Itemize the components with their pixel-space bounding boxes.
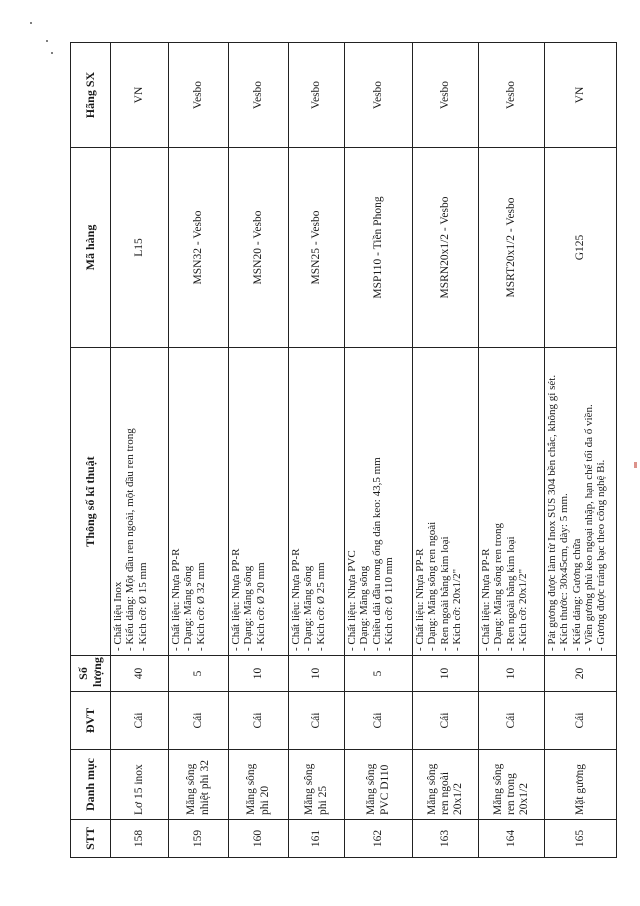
- cell-so-luong: 5: [345, 656, 413, 692]
- cell-thong-so: [229, 348, 289, 656]
- spec-line: - Chất liệu Inox: [112, 581, 124, 651]
- table-row: [413, 43, 479, 858]
- cell-hang-sx: Vesbo: [345, 43, 413, 148]
- cell-hang-sx: VN: [111, 43, 169, 148]
- spec-line: - Kích cỡ: 20x1/2": [450, 568, 463, 651]
- spec-line: - Dạng: Măng sông: [182, 565, 195, 651]
- cell-ma-hang: L15: [111, 148, 169, 348]
- cell-so-luong: 10: [413, 656, 479, 692]
- spec-line: - Chất liệu: Nhựa PP-R: [170, 548, 182, 651]
- spec-line: - Kích cỡ: Ø 110 mm: [382, 557, 395, 651]
- cell-hang-sx: Vesbo: [479, 43, 545, 148]
- header-thong-so: Thông số kĩ thuật: [71, 348, 111, 656]
- cell-dvt: Cái: [111, 692, 169, 750]
- cell-so-luong: 10: [229, 656, 289, 692]
- scan-speck: [30, 22, 32, 24]
- cell-ma-hang: MSN32 - Vesbo: [169, 148, 229, 348]
- cell-dvt: Cái: [169, 692, 229, 750]
- cell-danh-muc: Mặt gương: [545, 750, 617, 820]
- spec-line: - Kích cỡ: Ø 32 mm: [194, 562, 207, 651]
- cell-so-luong: 5: [169, 656, 229, 692]
- table-row: [545, 43, 617, 858]
- cell-stt: 164: [479, 820, 545, 858]
- table-row: [111, 43, 169, 858]
- cell-hang-sx: Vesbo: [169, 43, 229, 148]
- header-ma-hang: Mã hàng: [71, 148, 111, 348]
- header-dvt: ĐVT: [71, 692, 111, 750]
- cell-danh-muc: Măng sông phi 20: [229, 750, 289, 820]
- spec-line: - Gương được tráng bạc theo công nghệ Bỉ.: [595, 459, 608, 651]
- spec-line: - Chất liệu: Nhựa PP-R: [414, 548, 426, 651]
- spec-line: - Chất liệu: Nhựa PP-R: [290, 548, 302, 651]
- cell-danh-muc: Măng sông nhiệt phi 32: [169, 750, 229, 820]
- cell-hang-sx: VN: [545, 43, 617, 148]
- cell-hang-sx: Vesbo: [229, 43, 289, 148]
- cell-thong-so: [111, 348, 169, 656]
- spec-line: - Dạng: Măng sông ren trong: [492, 522, 505, 651]
- header-so-luong: Số lượng: [71, 656, 111, 692]
- spec-line: - Kích cỡ: Ø 15 mm: [136, 562, 149, 651]
- cell-stt: 160: [229, 820, 289, 858]
- cell-dvt: Cái: [229, 692, 289, 750]
- cell-stt: 159: [169, 820, 229, 858]
- cell-stt: 161: [289, 820, 345, 858]
- cell-danh-muc: Măng sông ren trong 20x1/2: [479, 750, 545, 820]
- cell-danh-muc: Măng sông phi 25: [289, 750, 345, 820]
- cell-dvt: Cái: [413, 692, 479, 750]
- table-header-row: [71, 43, 111, 858]
- cell-stt: 158: [111, 820, 169, 858]
- cell-ma-hang: MSRN20x1/2 - Vesbo: [413, 148, 479, 348]
- scan-speck: [46, 40, 48, 42]
- cell-stt: 163: [413, 820, 479, 858]
- spec-line: - Dạng: Măng sông: [242, 565, 255, 651]
- rotated-page-container: [70, 43, 616, 858]
- table-row: [289, 43, 345, 858]
- cell-thong-so: [345, 348, 413, 656]
- spec-line: - Ren ngoài bằng kim loại: [504, 536, 517, 651]
- scan-speck: [51, 52, 53, 54]
- cell-danh-muc: Măng sông ren ngoài 20x1/2: [413, 750, 479, 820]
- spec-line: - Chất liệu: Nhựa PP-R: [230, 548, 242, 651]
- cell-so-luong: 40: [111, 656, 169, 692]
- header-danh-muc: Danh mục: [71, 750, 111, 820]
- spec-line: - Kiểu dáng: Gương chữa: [570, 538, 583, 651]
- cell-dvt: Cái: [479, 692, 545, 750]
- header-hang-sx: Hãng SX: [71, 43, 111, 148]
- cell-thong-so: [413, 348, 479, 656]
- spec-line: - Kích cỡ: 20x1/2": [516, 568, 529, 651]
- spec-line: - Kích thước: 30x45cm, dày: 5 mm.: [558, 493, 571, 651]
- spec-line: - Chất liệu: Nhựa PVC: [346, 550, 358, 651]
- spec-line: - Kích cỡ: Ø 25 mm: [314, 562, 327, 651]
- cell-so-luong: 10: [289, 656, 345, 692]
- cell-thong-so: [545, 348, 617, 656]
- cell-hang-sx: Vesbo: [413, 43, 479, 148]
- cell-danh-muc: Măng sông PVC D110: [345, 750, 413, 820]
- cell-dvt: Cái: [345, 692, 413, 750]
- cell-ma-hang: MSP110 - Tiền Phong: [345, 148, 413, 348]
- spec-line: - Chiều dài đầu nong ống dán keo: 43,5 mm: [370, 457, 383, 651]
- spec-line: - Kiểu dáng: Một đầu ren ngoài, một đầu ren trong: [124, 428, 137, 651]
- spec-line: - Viền gương phủ keo ngoại nhập, hạn chế tối đa ố viền.: [582, 404, 595, 651]
- spec-line: - Dạng: Măng sông: [302, 565, 315, 651]
- spec-line: - Pát gương được làm từ Inox SUS 304 bền chắc, không gỉ sét.: [546, 374, 558, 651]
- cell-hang-sx: Vesbo: [289, 43, 345, 148]
- cell-thong-so: [479, 348, 545, 656]
- cell-dvt: Cái: [545, 692, 617, 750]
- scan-mark: [634, 462, 637, 468]
- spec-line: - Dạng: Măng sông ren ngoài: [426, 521, 439, 651]
- spec-line: - Chất liệu: Nhựa PP-R: [480, 548, 492, 651]
- table-row: [345, 43, 413, 858]
- table-row: [229, 43, 289, 858]
- cell-stt: 165: [545, 820, 617, 858]
- cell-ma-hang: MSN25 - Vesbo: [289, 148, 345, 348]
- header-stt: STT: [71, 820, 111, 858]
- cell-thong-so: [289, 348, 345, 656]
- rotated-table-holder: [70, 43, 616, 858]
- cell-so-luong: 10: [479, 656, 545, 692]
- spec-line: - Ren ngoài bằng kim loại: [438, 536, 451, 651]
- cell-stt: 162: [345, 820, 413, 858]
- spec-table: [70, 42, 617, 858]
- cell-ma-hang: G125: [545, 148, 617, 348]
- cell-ma-hang: MSN20 - Vesbo: [229, 148, 289, 348]
- table-row: [169, 43, 229, 858]
- table-row: [479, 43, 545, 858]
- cell-so-luong: 20: [545, 656, 617, 692]
- cell-danh-muc: Lơ 15 inox: [111, 750, 169, 820]
- spec-line: - Kích cỡ: Ø 20 mm: [254, 562, 267, 651]
- cell-thong-so: [169, 348, 229, 656]
- cell-ma-hang: MSRT20x1/2 - Vesbo: [479, 148, 545, 348]
- cell-dvt: Cái: [289, 692, 345, 750]
- spec-line: - Dạng: Măng sông: [358, 565, 371, 651]
